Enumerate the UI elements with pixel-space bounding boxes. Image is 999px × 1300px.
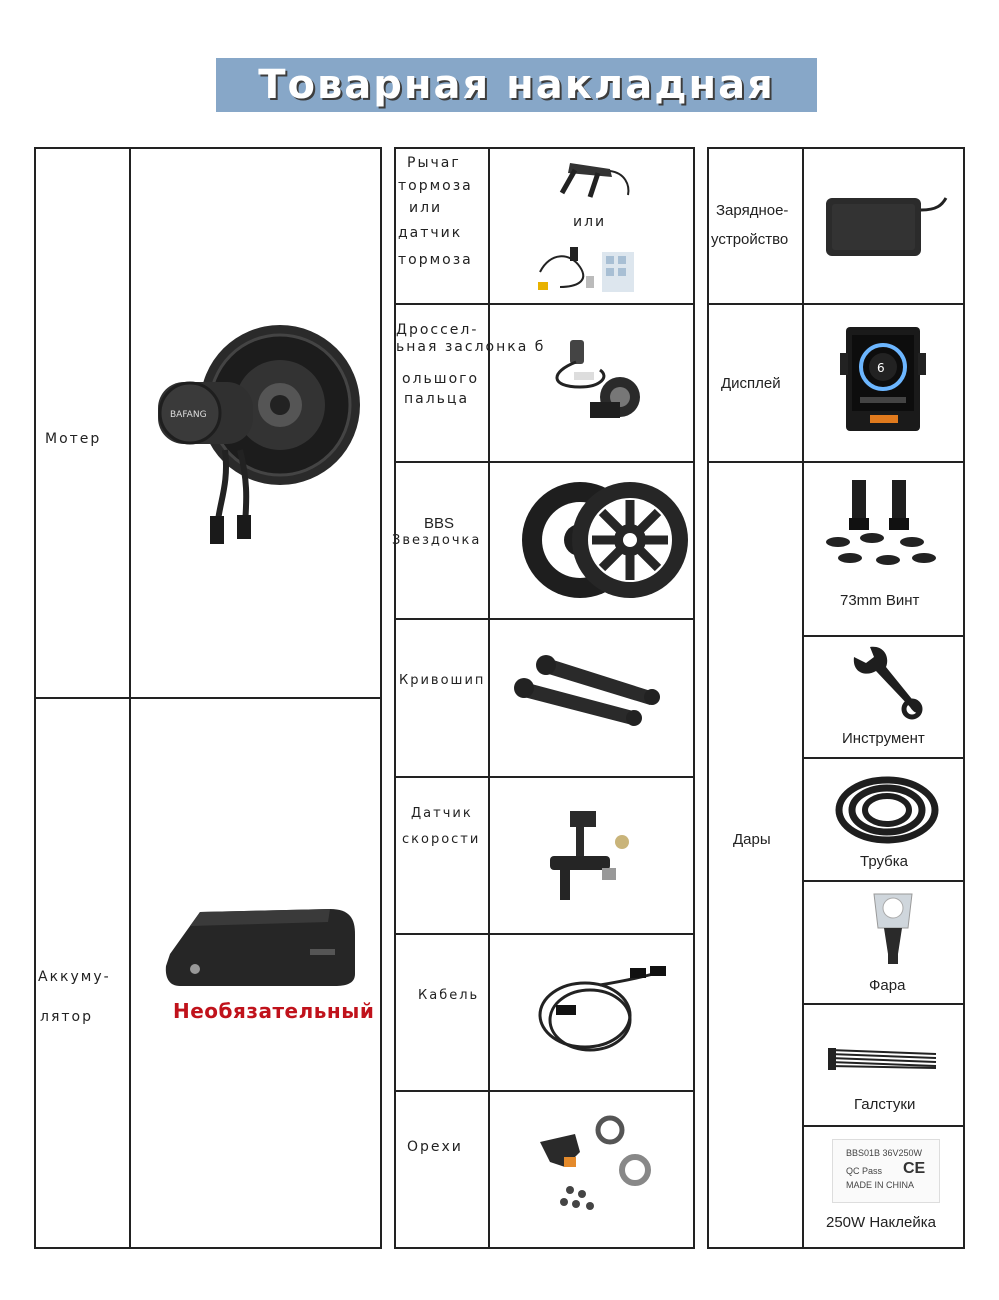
headlight-image	[868, 888, 918, 968]
chainring-image	[520, 470, 690, 610]
throttle-label-3: ольшого	[402, 371, 480, 387]
motor-label: Мотер	[45, 431, 102, 447]
mid-row-1	[394, 303, 695, 305]
chainring-label-2: Звездочка	[392, 533, 482, 548]
throttle-label-2: ьная заслонка б	[396, 339, 546, 355]
crank-label: Кривошип	[399, 673, 486, 688]
tube-image	[832, 768, 942, 848]
mid-row-6	[394, 1090, 695, 1092]
brake-lever-image	[550, 155, 640, 205]
title-banner	[216, 58, 817, 112]
ties-label: Галстуки	[854, 1096, 916, 1113]
gifts-label: Дары	[733, 831, 771, 848]
sticker-label: 250W Наклейка	[826, 1214, 936, 1231]
tube-label: Трубка	[860, 853, 908, 870]
right-row-7	[802, 1125, 965, 1127]
sticker-image	[832, 1139, 940, 1203]
throttle-image	[540, 332, 660, 432]
ce-mark: CE	[903, 1160, 926, 1177]
charger-image	[822, 190, 952, 265]
brake-or-label: или	[573, 214, 607, 230]
screw-label: 73mm Винт	[840, 592, 920, 609]
mid-row-3	[394, 618, 695, 620]
battery-label-1: Аккуму-	[38, 969, 111, 985]
mid-row-4	[394, 776, 695, 778]
sticker-made-text: MADE IN CHINA	[846, 1180, 915, 1190]
sticker-model-text: BBS01B 36V250W	[846, 1148, 923, 1158]
battery-image	[160, 904, 360, 994]
right-row-4	[802, 757, 965, 759]
left-row-divider	[34, 697, 382, 699]
speed-sensor-label-2: скорости	[402, 832, 481, 847]
tool-label: Инструмент	[842, 730, 925, 747]
mid-row-2	[394, 461, 695, 463]
brake-label-5: тормоза	[398, 252, 473, 268]
brake-label-3: или	[409, 200, 443, 216]
brake-label-4: датчик	[398, 225, 463, 241]
right-row-1	[707, 303, 965, 305]
right-row-5	[802, 880, 965, 882]
brake-sensor-image	[530, 242, 650, 297]
display-image	[840, 325, 930, 433]
brake-label-1: Рычаг	[407, 155, 461, 171]
battery-label-2: лятор	[40, 1009, 93, 1025]
motor-brand-text: BAFANG	[170, 410, 207, 420]
speed-sensor-image	[540, 806, 640, 906]
screw-image	[820, 476, 950, 571]
tool-image	[846, 643, 926, 723]
throttle-label-4: пальца	[404, 391, 470, 407]
headlight-label: Фара	[869, 977, 906, 994]
crank-image	[512, 650, 662, 730]
right-row-6	[802, 1003, 965, 1005]
throttle-label-1: Дроссел-	[396, 322, 479, 338]
optional-note: Необязательный	[173, 999, 375, 1023]
nuts-label: Орехи	[407, 1139, 463, 1155]
sticker-qc-text: QC Pass	[846, 1166, 883, 1176]
speed-sensor-label-1: Датчик	[411, 806, 473, 821]
nuts-image	[530, 1112, 670, 1222]
charger-label-2: устройство	[711, 231, 789, 248]
right-divider	[802, 147, 804, 1249]
cable-image	[530, 960, 680, 1065]
svg-text:6: 6	[877, 361, 885, 375]
right-row-3	[802, 635, 965, 637]
cable-label: Кабель	[418, 988, 480, 1003]
right-table	[707, 147, 965, 1249]
ties-image	[826, 1044, 941, 1074]
charger-label-1: Зарядное-	[716, 202, 789, 219]
motor-image	[150, 320, 370, 560]
chainring-label-1: BBS	[424, 515, 455, 532]
brake-label-2: тормоза	[398, 178, 473, 194]
mid-row-5	[394, 933, 695, 935]
display-label: Дисплей	[721, 375, 781, 392]
middle-divider	[488, 147, 490, 1249]
page-title: Товарная накладная	[258, 62, 775, 108]
right-row-2	[707, 461, 965, 463]
